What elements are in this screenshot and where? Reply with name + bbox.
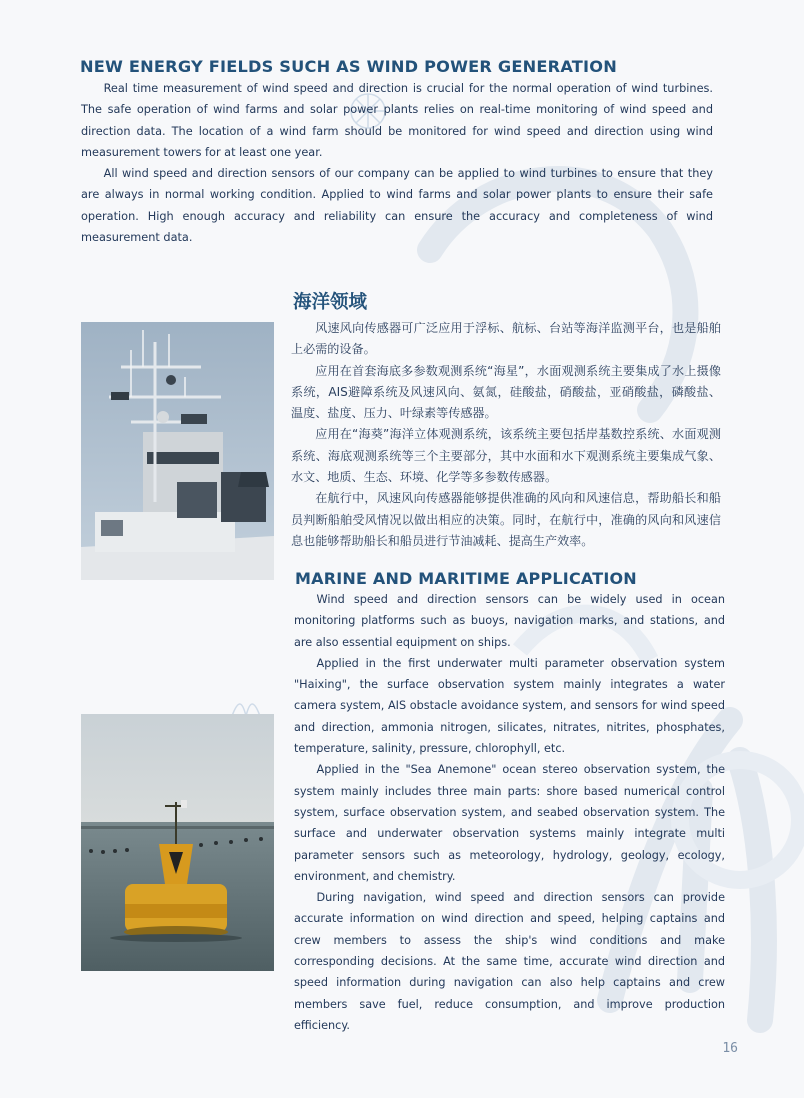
wind-paragraph: Real time measurement of wind speed and direction is crucial for the normal operation of wind turbines. The safe operation of wind farms and solar power plants relies on real-time monitoring of wind speed and direction data. The location of a wind farm should be monitored for wind speed and direction using wind measurement towers for at least one year. [81, 82, 713, 159]
marine-paragraph-en: Applied in the "Sea Anemone" ocean stereo observation system, the system mainly includes three main parts: shore based numerical control system, surface observation system, and seabed observation system. The surface and underwater observation systems mainly integrate multi parameter sensors such as meteorology, hydrology, geology, ecology, environment, and chemistry. [294, 763, 725, 883]
marine-section-body-en [294, 589, 725, 1036]
marine-paragraph-cn: 应用在“海葵”海洋立体观测系统，该系统主要包括岸基数控系统、水面观测系统、海底观测系统等三个主要部分，其中水面和水下观测系统主要集成气象、水文、地质、生态、环境、化学等多参数传感器。 [291, 427, 721, 485]
marine-paragraph-cn: 风速风向传感器可广泛应用于浮标、航标、台站等海洋监测平台，也是船舶上必需的设备。 [291, 321, 721, 357]
marine-paragraph-en: Applied in the first underwater multi parameter observation system "Haixing", the surface observation system mainly integrates a water camera system, AIS obstacle avoidance system, and sensors for wind speed and direction, ammonia nitrogen, silicates, nitrates, nitrites, phosphates, temperature, salinity, pressure, chlorophyll, etc. [294, 656, 725, 756]
page-number: 16 [722, 1041, 738, 1056]
marine-section-title-en: MARINE AND MARITIME APPLICATION [295, 569, 637, 588]
wind-section-body [81, 78, 713, 248]
wind-section-title: NEW ENERGY FIELDS SUCH AS WIND POWER GENERATION [80, 57, 617, 76]
marine-section-body-cn [291, 318, 721, 552]
wind-paragraph: All wind speed and direction sensors of our company can be applied to wind turbines to ensure that they are always in normal working condition. Applied to wind farms and solar power plants to ensure their safe operation. High enough accuracy and reliability can ensure the accuracy and completeness of wind measurement data. [81, 167, 713, 245]
marine-paragraph-en: During navigation, wind speed and direction sensors can provide accurate information on wind direction and speed, helping captains and crew members to assess the ship's wind conditions and make corresponding decisions. At the same time, accurate wind direction and speed information during navigation can also help captains and crew members save fuel, reduce consumption, and improve production efficiency. [294, 891, 725, 1032]
ship-mast-photo [81, 322, 274, 580]
marine-paragraph-cn: 应用在首套海底多参数观测系统“海星”，水面观测系统主要集成了水上摄像系统，AIS避障系统及风速风向、氨氮，硅酸盐，硝酸盐，亚硝酸盐，磷酸盐、温度、盐度、压力、叶绿素等传感器。 [291, 363, 721, 421]
marine-section-title-cn: 海洋领域 [293, 292, 368, 313]
marine-paragraph-en: Wind speed and direction sensors can be widely used in ocean monitoring platforms such as buoys, navigation marks, and stations, and are also essential equipment on ships. [294, 593, 725, 649]
marine-paragraph-cn: 在航行中，风速风向传感器能够提供准确的风向和风速信息，帮助船长和船员判断船舶受风情况以做出相应的决策。同时，在航行中，准确的风向和风速信息也能够帮助船长和船员进行节油减耗、提高生产效率。 [291, 491, 721, 548]
ocean-buoy-photo [81, 714, 274, 971]
